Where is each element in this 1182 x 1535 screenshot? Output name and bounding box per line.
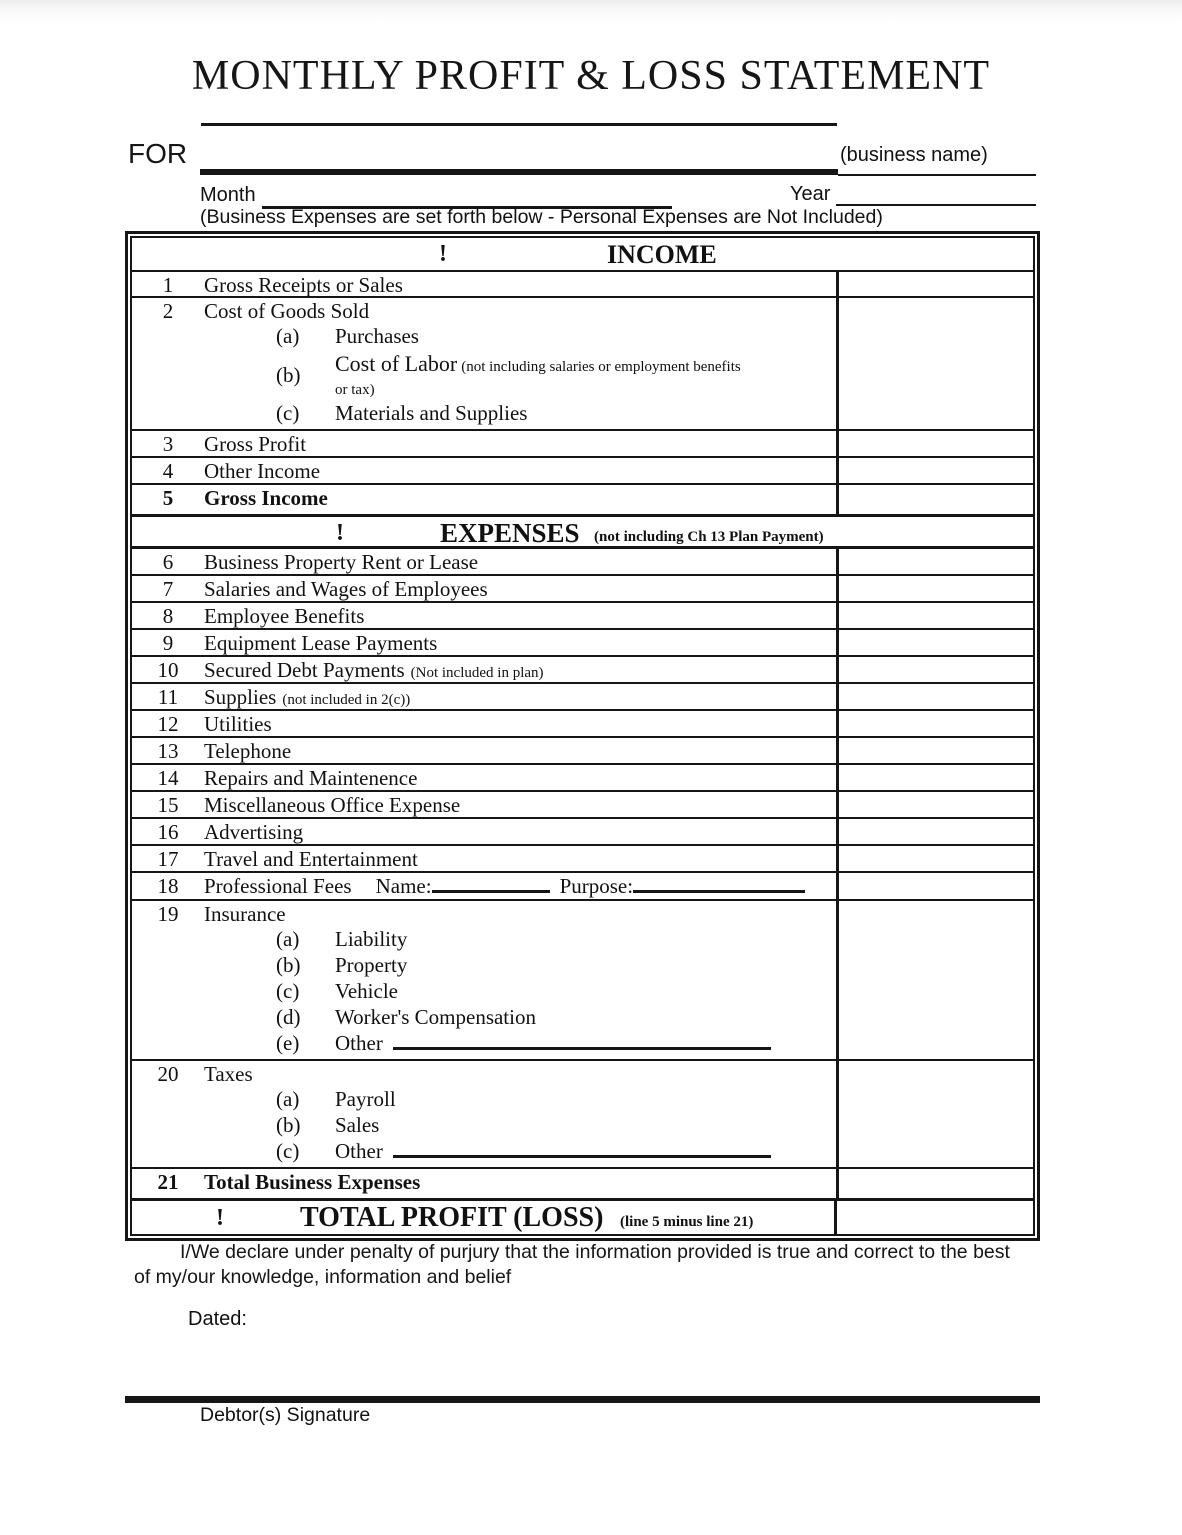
row-label: Taxes — [204, 1061, 253, 1086]
table-row-7 — [132, 576, 1033, 603]
purpose-field-label: Purpose: — [559, 873, 634, 898]
row-number: 5 — [162, 485, 174, 510]
table-row-1 — [132, 272, 1033, 298]
sub-letter: (a) — [276, 926, 300, 951]
name-field-label: Name: — [375, 873, 432, 898]
table-row-6 — [132, 549, 1033, 576]
sub-row-19b — [276, 953, 836, 979]
sub-label: Cost of Labor — [335, 351, 458, 376]
business-name-fill-line[interactable] — [200, 169, 838, 175]
total-profit-note: (line 5 minus line 21) — [620, 1213, 754, 1230]
signature-line[interactable] — [125, 1396, 1040, 1403]
row-number: 13 — [157, 738, 179, 763]
income-header-title: INCOME — [607, 240, 717, 269]
sub-letter: (a) — [276, 324, 300, 348]
row-label: Telephone — [204, 738, 292, 763]
row-label: Gross Income — [204, 485, 328, 510]
row-number: 21 — [157, 1169, 179, 1194]
table-row-13 — [132, 738, 1033, 765]
business-name-underline[interactable] — [838, 174, 1036, 176]
table-row-12 — [132, 711, 1033, 738]
sub-label: Payroll — [335, 1086, 396, 1111]
table-row-4 — [132, 458, 1033, 485]
amount-cell[interactable] — [836, 1169, 1033, 1198]
sub-label: Property — [335, 952, 408, 977]
amount-cell[interactable] — [836, 485, 1033, 514]
row-number: 15 — [157, 792, 179, 817]
sub-row-20a — [276, 1087, 836, 1113]
table-row-18 — [132, 873, 1033, 901]
row-label: Salaries and Wages of Employees — [204, 576, 488, 601]
sub-label: Purchases — [335, 324, 419, 348]
amount-cell[interactable] — [836, 819, 1033, 844]
year-label: Year — [790, 183, 831, 205]
sub-letter: (c) — [276, 400, 300, 425]
purpose-fill-line[interactable] — [633, 874, 805, 893]
table-row-17 — [132, 846, 1033, 873]
table-row-20 — [132, 1061, 1033, 1169]
row-note: (Not included in plan) — [410, 664, 544, 681]
other-fill-line[interactable] — [393, 1031, 771, 1050]
section-marker-icon: ! — [216, 1204, 224, 1231]
signature-label: Debtor(s) Signature — [200, 1404, 371, 1426]
sub-label: Worker's Compensation — [335, 1004, 536, 1029]
sub-letter: (b) — [276, 362, 301, 387]
row-number: 6 — [162, 549, 174, 574]
table-row-16 — [132, 819, 1033, 846]
name-fill-line[interactable] — [432, 874, 550, 893]
sub-row-2c — [276, 401, 836, 427]
sub-letter: (a) — [276, 1086, 300, 1111]
sub-row-19a — [276, 927, 836, 953]
sub-note: (not including salaries or employment benefits or tax) — [335, 359, 741, 398]
row-number: 18 — [157, 873, 179, 898]
sub-row-2a — [276, 324, 836, 350]
sub-letter: (b) — [276, 952, 301, 977]
business-name-label: (business name) — [840, 144, 988, 166]
row-number: 10 — [157, 657, 179, 682]
table-row-10 — [132, 657, 1033, 684]
subtitle: (Business Expenses are set forth below - Personal Expenses are Not Included) — [200, 206, 883, 228]
sub-row-20c — [276, 1139, 836, 1165]
row-number: 17 — [157, 846, 179, 871]
amount-cell[interactable] — [836, 765, 1033, 790]
row-label: Travel and Entertainment — [204, 846, 418, 871]
row-label: Utilities — [204, 711, 272, 736]
sub-letter: (b) — [276, 1112, 301, 1137]
row-number: 16 — [157, 819, 179, 844]
dated-label: Dated: — [188, 1308, 247, 1330]
sub-row-20b — [276, 1113, 836, 1139]
table-row-15 — [132, 792, 1033, 819]
amount-cell[interactable] — [834, 1201, 1031, 1234]
sub-label: Other — [335, 1138, 383, 1163]
row-label: Repairs and Maintenence — [204, 765, 418, 790]
sub-letter: (d) — [276, 1004, 301, 1029]
sub-letter: (c) — [276, 1138, 300, 1163]
table-row-19 — [132, 901, 1033, 1061]
amount-cell[interactable] — [836, 901, 1033, 1059]
declaration-line-1: I/We declare under penalty of purjury that the information provided is true and correct to the best — [180, 1241, 1010, 1263]
expenses-header-title: EXPENSES — [440, 517, 580, 548]
declaration-line-2: of my/our knowledge, information and belief — [134, 1266, 512, 1288]
top-rule — [201, 123, 837, 126]
amount-cell[interactable] — [836, 711, 1033, 736]
table-row-9 — [132, 630, 1033, 657]
row-number: 3 — [162, 431, 174, 456]
amount-cell[interactable] — [836, 846, 1033, 871]
amount-cell[interactable] — [836, 272, 1033, 296]
row-label: Professional Fees — [204, 873, 352, 898]
section-marker-icon: ! — [336, 519, 344, 546]
sub-label: Other — [335, 1030, 383, 1055]
row-label: Equipment Lease Payments — [204, 630, 438, 655]
row-label: Secured Debt Payments — [204, 657, 405, 682]
amount-cell[interactable] — [836, 873, 1033, 899]
amount-cell[interactable] — [836, 792, 1033, 817]
declaration-text — [134, 1240, 1020, 1290]
for-label: FOR — [128, 138, 188, 169]
row-label: Miscellaneous Office Expense — [204, 792, 461, 817]
sub-letter: (c) — [276, 978, 300, 1003]
row-number: 1 — [162, 273, 174, 297]
row-label: Other Income — [204, 458, 321, 483]
row-label: Gross Receipts or Sales — [204, 273, 403, 297]
sub-label: Liability — [335, 926, 408, 951]
row-number: 19 — [157, 901, 179, 926]
row-label: Insurance — [204, 901, 286, 926]
amount-cell[interactable] — [836, 458, 1033, 483]
row-label: Cost of Goods Sold — [204, 299, 370, 323]
month-label: Month — [200, 184, 256, 206]
row-label: Advertising — [204, 819, 304, 844]
row-number: 4 — [162, 458, 174, 483]
expenses-header-note: (not including Ch 13 Plan Payment) — [594, 528, 824, 545]
row-label: Total Business Expenses — [204, 1169, 421, 1194]
total-profit-label: TOTAL PROFIT (LOSS) — [300, 1201, 604, 1233]
table-row-5 — [132, 485, 1033, 514]
row-label: Gross Profit — [204, 431, 307, 456]
total-profit-row — [132, 1198, 1033, 1234]
row-label: Supplies — [204, 684, 277, 709]
table-row-3 — [132, 431, 1033, 458]
other-fill-line[interactable] — [393, 1139, 771, 1158]
amount-cell[interactable] — [836, 576, 1033, 601]
amount-cell[interactable] — [836, 1061, 1033, 1167]
sub-letter: (e) — [276, 1030, 300, 1055]
amount-cell[interactable] — [836, 549, 1033, 574]
sub-label: Sales — [335, 1112, 380, 1137]
profit-loss-table — [125, 231, 1040, 1241]
expenses-section-header — [132, 514, 1033, 549]
sub-row-19e — [276, 1031, 836, 1057]
amount-cell[interactable] — [836, 657, 1033, 682]
row-number: 14 — [157, 765, 179, 790]
amount-cell[interactable] — [836, 603, 1033, 628]
row-number: 12 — [157, 711, 179, 736]
sub-label: Vehicle — [335, 978, 398, 1003]
table-row-14 — [132, 765, 1033, 792]
amount-cell[interactable] — [836, 298, 1033, 429]
row-label: Business Property Rent or Lease — [204, 549, 479, 574]
page-title: MONTHLY PROFIT & LOSS STATEMENT — [191, 53, 991, 99]
row-number: 2 — [162, 299, 174, 323]
table-row-2 — [132, 298, 1033, 431]
sub-row-19c — [276, 979, 836, 1005]
sub-label: Materials and Supplies — [335, 400, 528, 425]
row-number: 8 — [162, 603, 174, 628]
row-note: (not included in 2(c)) — [282, 691, 411, 708]
table-row-8 — [132, 603, 1033, 630]
amount-cell[interactable] — [836, 684, 1033, 709]
table-row-21 — [132, 1169, 1033, 1198]
row-number: 7 — [162, 576, 174, 601]
row-number: 11 — [157, 684, 179, 709]
section-marker-icon: ! — [439, 241, 447, 267]
row-label: Employee Benefits — [204, 603, 365, 628]
row-number: 20 — [157, 1061, 179, 1086]
row-number: 9 — [162, 630, 174, 655]
income-section-header — [132, 238, 1033, 272]
table-row-11 — [132, 684, 1033, 711]
sub-row-2b — [276, 350, 836, 401]
amount-cell[interactable] — [836, 738, 1033, 763]
sub-row-19d — [276, 1005, 836, 1031]
amount-cell[interactable] — [836, 630, 1033, 655]
amount-cell[interactable] — [836, 431, 1033, 456]
